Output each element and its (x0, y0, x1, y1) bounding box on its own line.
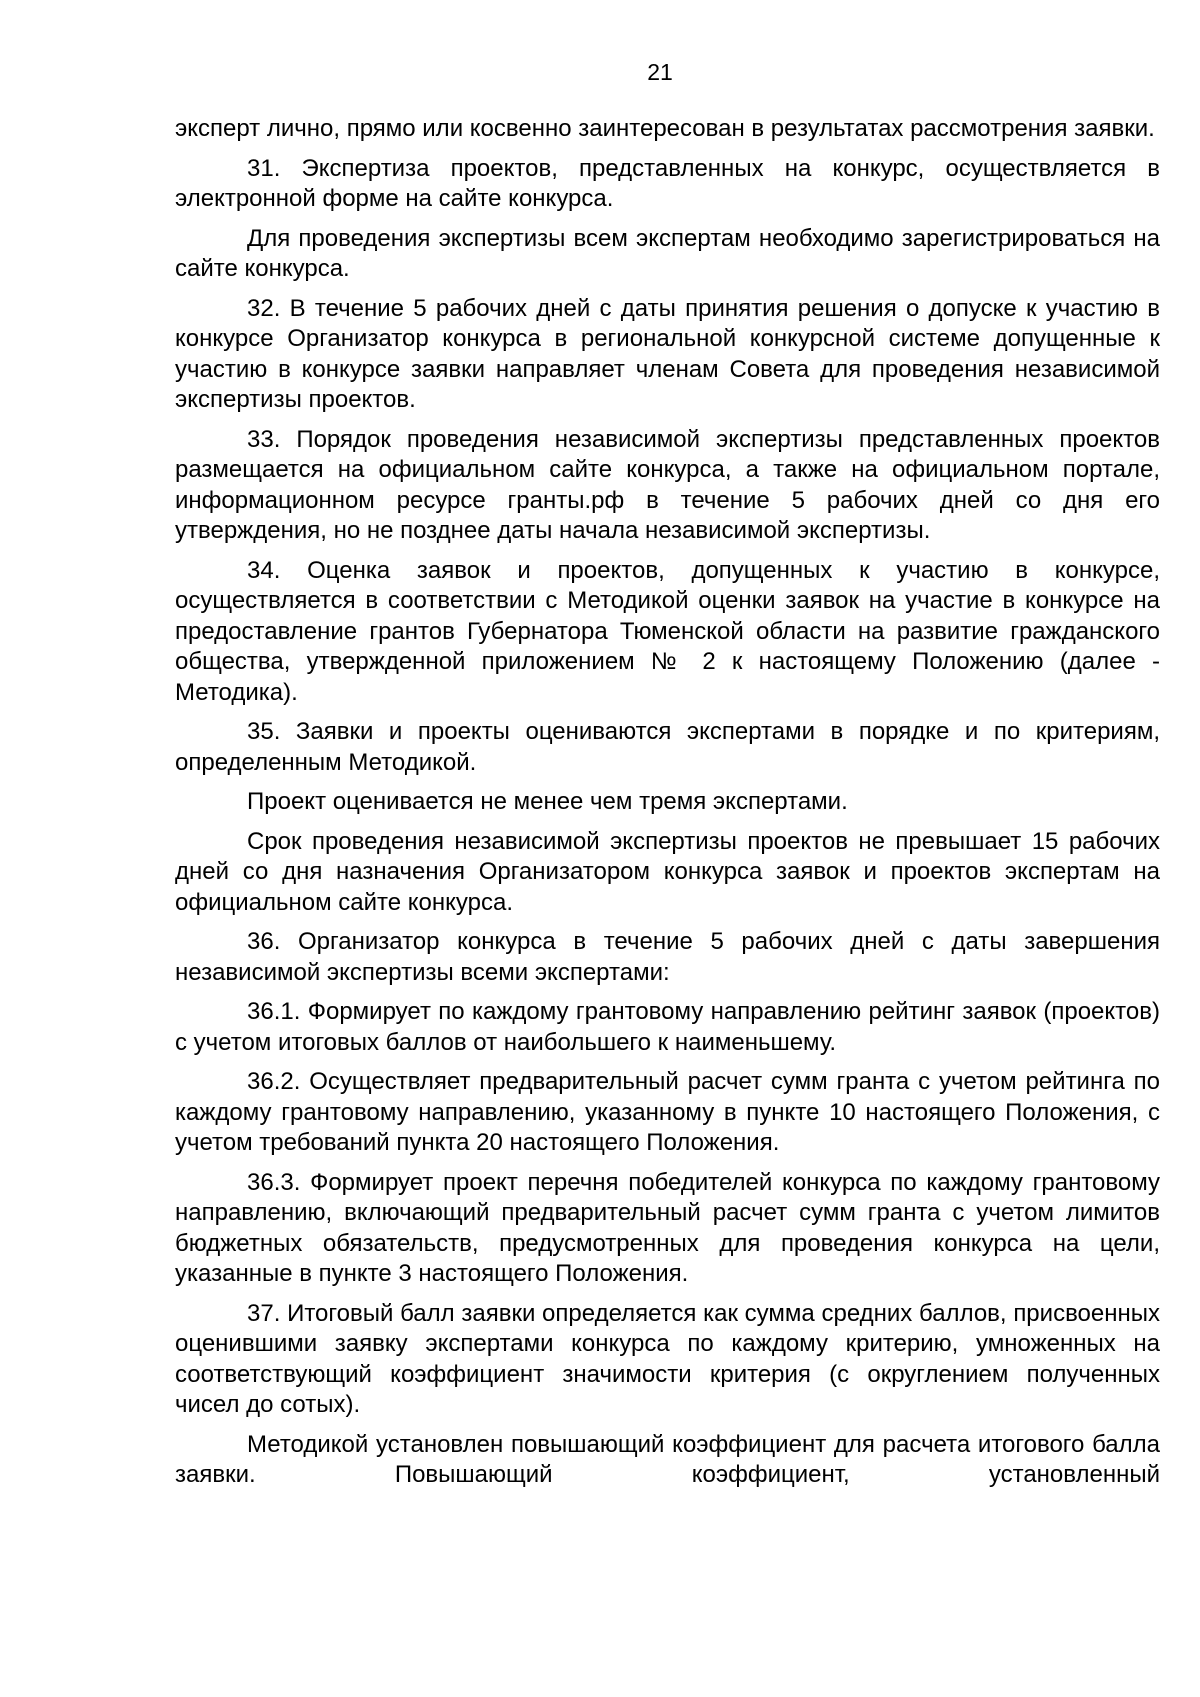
paragraph-36-3: 36.3. Формирует проект перечня победителей конкурса по каждому грантовому направлению, включающий предварительный расчет сумм гранта с учетом лимитов бюджетных обязательств, предусмотренных для проведения конкурса на цели, указанные в пункте 3 настоящего Положения. (175, 1168, 1160, 1287)
page-number: 21 (647, 59, 673, 85)
paragraph-31-registration: Для проведения экспертизы всем экспертам необходимо зарегистрироваться на сайте конкурса. (175, 224, 1160, 282)
paragraph-35: 35. Заявки и проекты оцениваются экспертами в порядке и по критериям, определенным Методикой. (175, 718, 1160, 776)
paragraph-37: 37. Итоговый балл заявки определяется как сумма средних баллов, присвоенных оценившими заявку экспертами конкурса по каждому критерию, умноженных на соответствующий коэффициент значимости критерия (с округлением полученных чисел до сотых). (175, 1299, 1160, 1418)
paragraph-continuation: эксперт лично, прямо или косвенно заинтересован в результатах рассмотрения заявки. (175, 115, 1155, 142)
paragraph-31: 31. Экспертиза проектов, представленных на конкурс, осуществляется в электронной форме на сайте конкурса. (175, 154, 1160, 212)
paragraph-36-2: 36.2. Осуществляет предварительный расчет сумм гранта с учетом рейтинга по каждому грантовому направлению, указанному в пункте 10 настоящего Положения, с учетом требований пункта 20 настоящего Положения. (175, 1068, 1160, 1156)
paragraph-35-term: Срок проведения независимой экспертизы проектов не превышает 15 рабочих дней со дня назначения Организатором конкурса заявок и проектов экспертам на официальном сайте конкурса. (175, 827, 1160, 916)
paragraph-34: 34. Оценка заявок и проектов, допущенных к участию в конкурсе, осуществляется в соответствии с Методикой оценки заявок на участие в конкурсе на предоставление грантов Губернатора Тюменской области на развитие гражданского общества, утвержденной приложением № 2 к настоящему Положению (далее - Методика). (175, 556, 1160, 706)
paragraph-36: 36. Организатор конкурса в течение 5 рабочих дней с даты завершения независимой экспертизы всеми экспертами: (175, 928, 1160, 986)
paragraph-35-experts-count: Проект оценивается не менее чем тремя экспертами. (247, 788, 848, 815)
paragraph-37-coefficient: Методикой установлен повышающий коэффициент для расчета итогового балла заявки. Повышающий коэффициент, установленный (175, 1430, 1160, 1488)
paragraph-32: 32. В течение 5 рабочих дней с даты принятия решения о допуске к участию в конкурсе Организатор конкурса в региональной конкурсной системе допущенные к участию в конкурсе заявки направляет членам Совета для проведения независимой экспертизы проектов. (175, 294, 1160, 413)
document-body (175, 114, 1160, 1500)
paragraph-33: 33. Порядок проведения независимой экспертизы представленных проектов размещается на официальном сайте конкурса, а также на официальном портале, информационном ресурсе гранты.рф в течение 5 рабочих дней со дня его утверждения, но не позднее даты начала независимой экспертизы. (175, 425, 1160, 544)
paragraph-36-1: 36.1. Формирует по каждому грантовому направлению рейтинг заявок (проектов) с учетом итоговых баллов от наибольшего к наименьшему. (175, 998, 1160, 1056)
